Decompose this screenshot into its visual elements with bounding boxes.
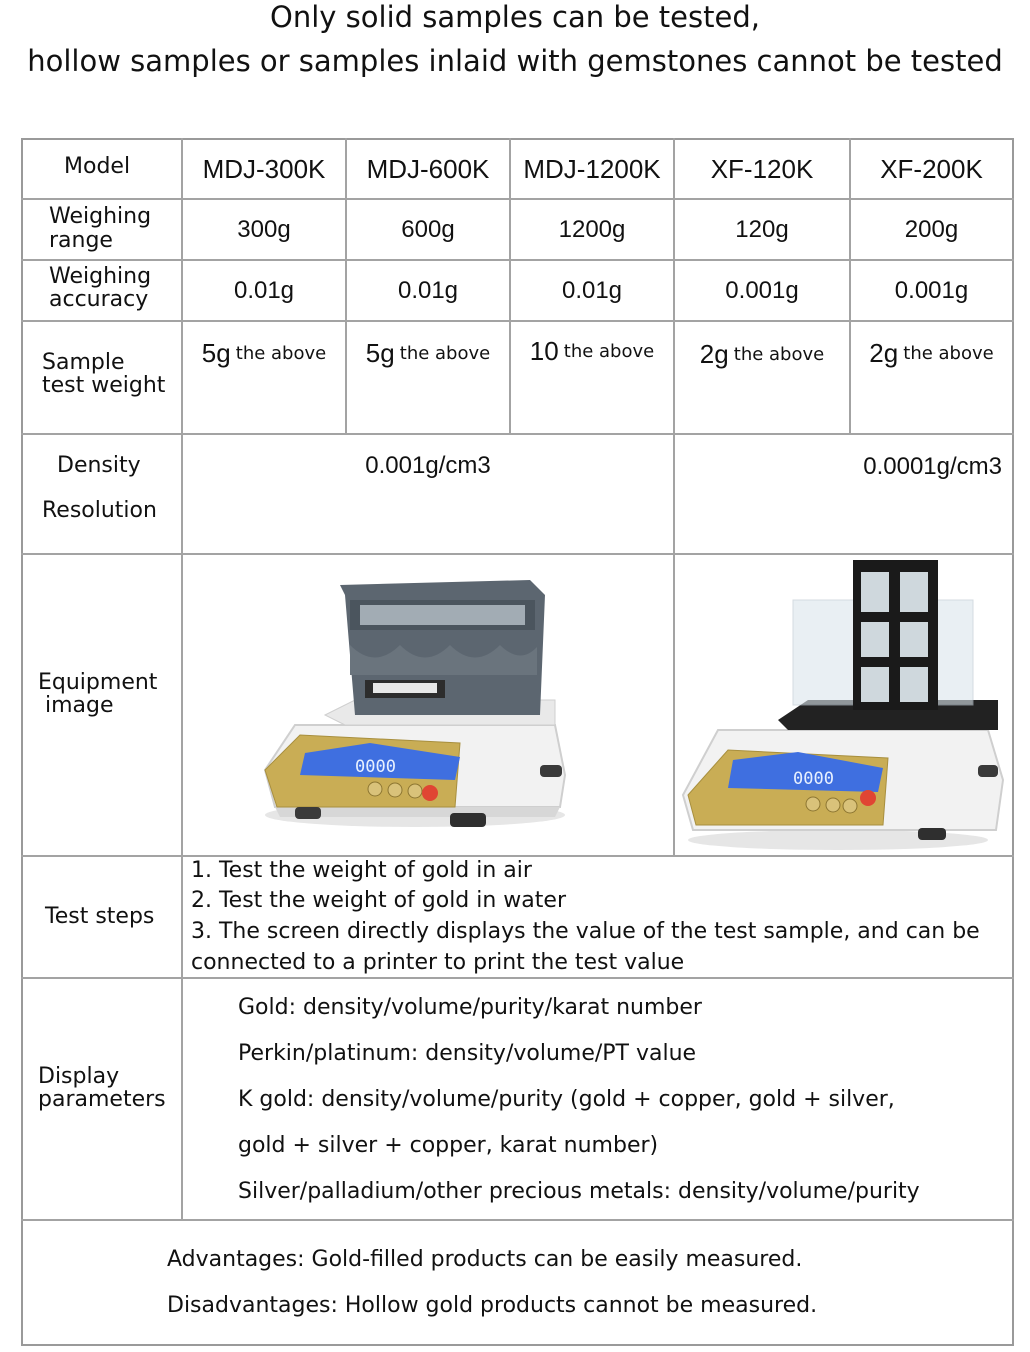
model-name: MDJ-300K	[202, 153, 326, 184]
display-param-k-gold: K gold: density/volume/purity (gold + copper, gold + silver,	[238, 1087, 895, 1112]
display-param-gold: Gold: density/volume/purity/karat number	[238, 995, 702, 1020]
row-label-equipment-1: Equipment	[38, 670, 158, 695]
test-step-3-cont: connected to a printer to print the test value	[191, 950, 685, 975]
sample-weight-value: 10	[529, 335, 559, 366]
sample-weight-suffix: the above	[235, 342, 327, 364]
heading-line-1: Only solid samples can be tested,	[270, 0, 760, 34]
row-label-sample-test-weight-2: test weight	[42, 373, 166, 398]
row-label-density-2: Resolution	[42, 498, 157, 523]
row-divider	[21, 553, 1014, 555]
model-name: XF-120K	[710, 153, 814, 184]
sample-weight-value: 5g	[201, 337, 231, 368]
model-name: MDJ-1200K	[523, 153, 661, 184]
sample-weight-suffix: the above	[399, 342, 491, 364]
row-divider	[21, 977, 1014, 979]
display-digits: 0000	[355, 757, 396, 777]
sample-weight-suffix: the above	[733, 343, 825, 365]
sample-weight-cell	[675, 322, 849, 386]
weighing-accuracy-value: 0.01g	[233, 276, 295, 304]
weighing-range-value: 120g	[735, 215, 789, 243]
weighing-accuracy-value: 0.001g	[894, 276, 969, 304]
sample-weight-suffix: the above	[563, 340, 655, 362]
display-param-platinum: Perkin/platinum: density/volume/PT value	[238, 1041, 697, 1066]
equipment-image-mdj	[255, 575, 570, 835]
row-label-weighing-accuracy-1: Weighing	[49, 264, 152, 289]
display-digits: 0000	[793, 769, 834, 789]
test-step-3: 3. The screen directly displays the value of the test sample, and can be	[191, 919, 980, 944]
row-label-weighing-range-2: range	[49, 228, 113, 253]
display-param-k-gold-cont: gold + silver + copper, karat number)	[238, 1133, 659, 1158]
equipment-image-xf	[678, 560, 1008, 850]
weighing-range-value: 600g	[401, 215, 455, 243]
row-label-test-steps: Test steps	[45, 904, 155, 929]
row-label-model: Model	[64, 154, 131, 179]
weighing-range-value: 1200g	[558, 215, 626, 243]
row-divider	[21, 855, 1014, 857]
advantages-text: Advantages: Gold-filled products can be easily measured.	[167, 1247, 803, 1272]
sample-weight-cell	[851, 322, 1012, 384]
row-label-sample-test-weight-1: Sample	[42, 350, 125, 375]
display-param-silver: Silver/palladium/other precious metals: density/volume/purity	[238, 1179, 920, 1204]
disadvantages-text: Disadvantages: Hollow gold products cannot be measured.	[167, 1293, 818, 1318]
sample-weight-value: 2g	[699, 338, 729, 369]
density-resolution-value: 0.0001g/cm3	[863, 453, 1002, 480]
sample-weight-cell	[183, 322, 345, 384]
row-label-display-2: parameters	[38, 1087, 166, 1112]
row-label-weighing-range-1: Weighing	[49, 204, 152, 229]
sample-weight-cell	[347, 322, 509, 384]
weighing-range-value: 300g	[237, 215, 291, 243]
heading-line-2: hollow samples or samples inlaid with gemstones cannot be tested	[27, 44, 1003, 78]
weighing-accuracy-value: 0.001g	[725, 276, 799, 304]
row-divider	[21, 1219, 1014, 1221]
test-step-1: 1. Test the weight of gold in air	[191, 858, 532, 883]
weighing-accuracy-value: 0.01g	[397, 276, 459, 304]
row-label-display-1: Display	[38, 1064, 120, 1089]
weighing-range-value: 200g	[904, 215, 959, 243]
density-resolution-value: 0.001g/cm3	[365, 452, 491, 479]
model-name: XF-200K	[880, 153, 983, 184]
weighing-accuracy-value: 0.01g	[561, 276, 623, 304]
row-label-equipment-2: image	[45, 693, 114, 718]
sample-weight-value: 5g	[365, 337, 395, 368]
sample-weight-cell	[511, 322, 673, 380]
row-label-weighing-accuracy-2: accuracy	[49, 287, 149, 312]
model-name: MDJ-600K	[366, 153, 490, 184]
sample-weight-suffix: the above	[903, 342, 994, 364]
test-step-2: 2. Test the weight of gold in water	[191, 888, 566, 913]
sample-weight-value: 2g	[869, 337, 899, 368]
row-label-density-1: Density	[57, 453, 141, 478]
